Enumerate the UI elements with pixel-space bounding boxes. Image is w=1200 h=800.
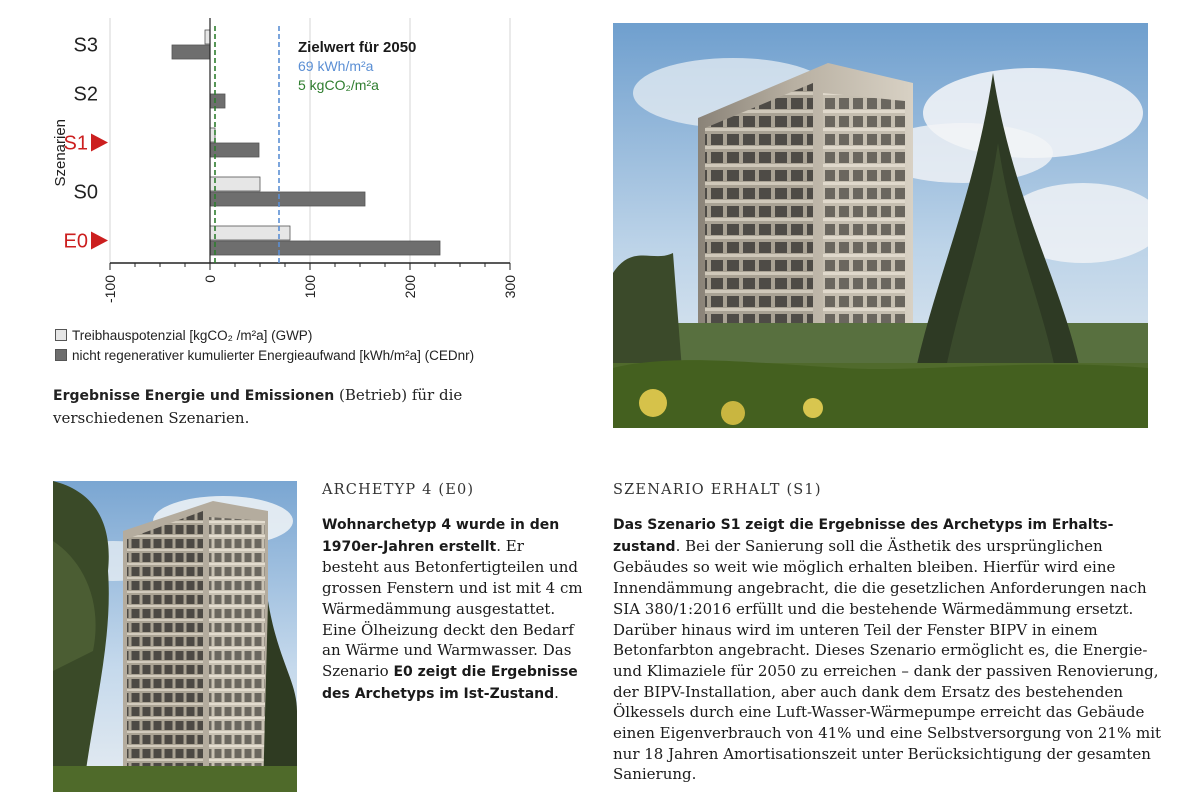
- bar-S3-cednr: [172, 45, 210, 59]
- archetyp-text-2: .: [554, 683, 559, 702]
- archetyp-text-1: . Er besteht aus Betonfertigteilen und grossen Fenstern und ist mit 4 cm Wärmedämmung ausgestattet. Eine Ölheizung deckt den Bedarf an Wärme und Warmwasser. Das Szenario: [322, 536, 583, 680]
- caption-bold: Ergebnisse Energie und Emissionen: [53, 388, 335, 404]
- target-title: Zielwert für 2050: [298, 39, 417, 56]
- x-tick-label-4: 300: [502, 275, 518, 299]
- bar-E0-cednr: [210, 241, 440, 255]
- bar-S1-cednr: [210, 143, 259, 157]
- szenario-text: . Bei der Sanierung soll die Ästhetik des ursprünglichen Gebäudes so weit wie möglich erhalten bleiben. Hierfür wird eine Innendämmung angebracht, die die gesetzlichen Anforderungen nach SIA 380/1:2016 erfüllt und die bestehende Wärmedämmung ersetzt. Darüber hinaus wird im unteren Teil der Fenster BIPV in einem Betonfarbton angebracht. Dieses Szenario ermöglicht es, die Energie- und Klimaziele für 2050 zu erreichen – dank der passiven Renovierung, der BIPV-Installation, aber auch dank dem Ersatz des bestehenden Ölkessels durch eine Luft-Wasser-Wärmepumpe erreicht das Gebäude einen Eigenverbrauch von 41% und eine Selbstversorgung von 21% mit nur 18 Jahren Amortisationszeit unter Berücksichtigung der gesamten Sanierung.: [613, 536, 1162, 784]
- bar-S3-gwp: [205, 30, 210, 44]
- category-label-S3: S3: [73, 34, 98, 57]
- legend-swatch-gwp: [55, 329, 67, 341]
- legend-item-gwp: [55, 328, 312, 343]
- legend-label-ced: nicht regenerativer kumulierter Energieaufwand [kWh/m²a] (CEDnr): [72, 348, 475, 363]
- chart-caption: [53, 384, 503, 429]
- scenario-bar-chart: [40, 18, 540, 318]
- szenario-title: SZENARIO ERHALT (S1): [613, 482, 822, 498]
- szenario-description: [613, 514, 1163, 785]
- archetyp-bold-e0: E0 zeigt die Ergebnisse des Archetyps im Ist-Zustand: [322, 663, 578, 702]
- target-energy-label: 69 kWh/m²a: [298, 58, 374, 74]
- building-photo-large: [613, 23, 1148, 428]
- archetyp-title: ARCHETYP 4 (E0): [322, 482, 475, 498]
- category-label-S1: S1: [63, 132, 88, 155]
- szenario-bold-intro: Das Szenario S1 zeigt die Ergebnisse des Archetyps im Erhaltszustand: [613, 517, 1114, 555]
- legend-swatch-ced: [55, 349, 67, 361]
- y-axis-label: Szenarien: [52, 118, 69, 187]
- building-photo-small: [53, 481, 297, 792]
- target-co2-label: 5 kgCO₂/m²a: [298, 77, 379, 93]
- legend-item-ced: [55, 348, 474, 363]
- bar-S0-gwp: [210, 177, 260, 191]
- category-label-S2: S2: [73, 83, 98, 106]
- x-tick-label-3: 200: [402, 275, 418, 299]
- caption-rest: (Betrieb) für die verschiedenen Szenarien.: [53, 386, 463, 427]
- x-tick-label-2: 100: [302, 275, 318, 299]
- archetyp-bold-intro: Wohnarchetyp 4 wurde in den 1970er-Jahren erstellt: [322, 517, 560, 555]
- x-tick-label-1: 0: [202, 275, 218, 283]
- category-label-E0: E0: [63, 230, 88, 253]
- highlight-arrow-E0: [91, 232, 108, 250]
- legend-label-gwp: Treibhauspotenzial [kgCO₂ /m²a] (GWP): [72, 328, 313, 343]
- bar-S2-cednr: [210, 94, 225, 108]
- highlight-arrow-S1: [91, 134, 108, 152]
- archetyp-description: [322, 514, 584, 704]
- bar-S0-cednr: [210, 192, 365, 206]
- category-label-S0: S0: [73, 181, 98, 204]
- bar-E0-gwp: [210, 226, 290, 240]
- x-tick-label-0: -100: [102, 275, 118, 304]
